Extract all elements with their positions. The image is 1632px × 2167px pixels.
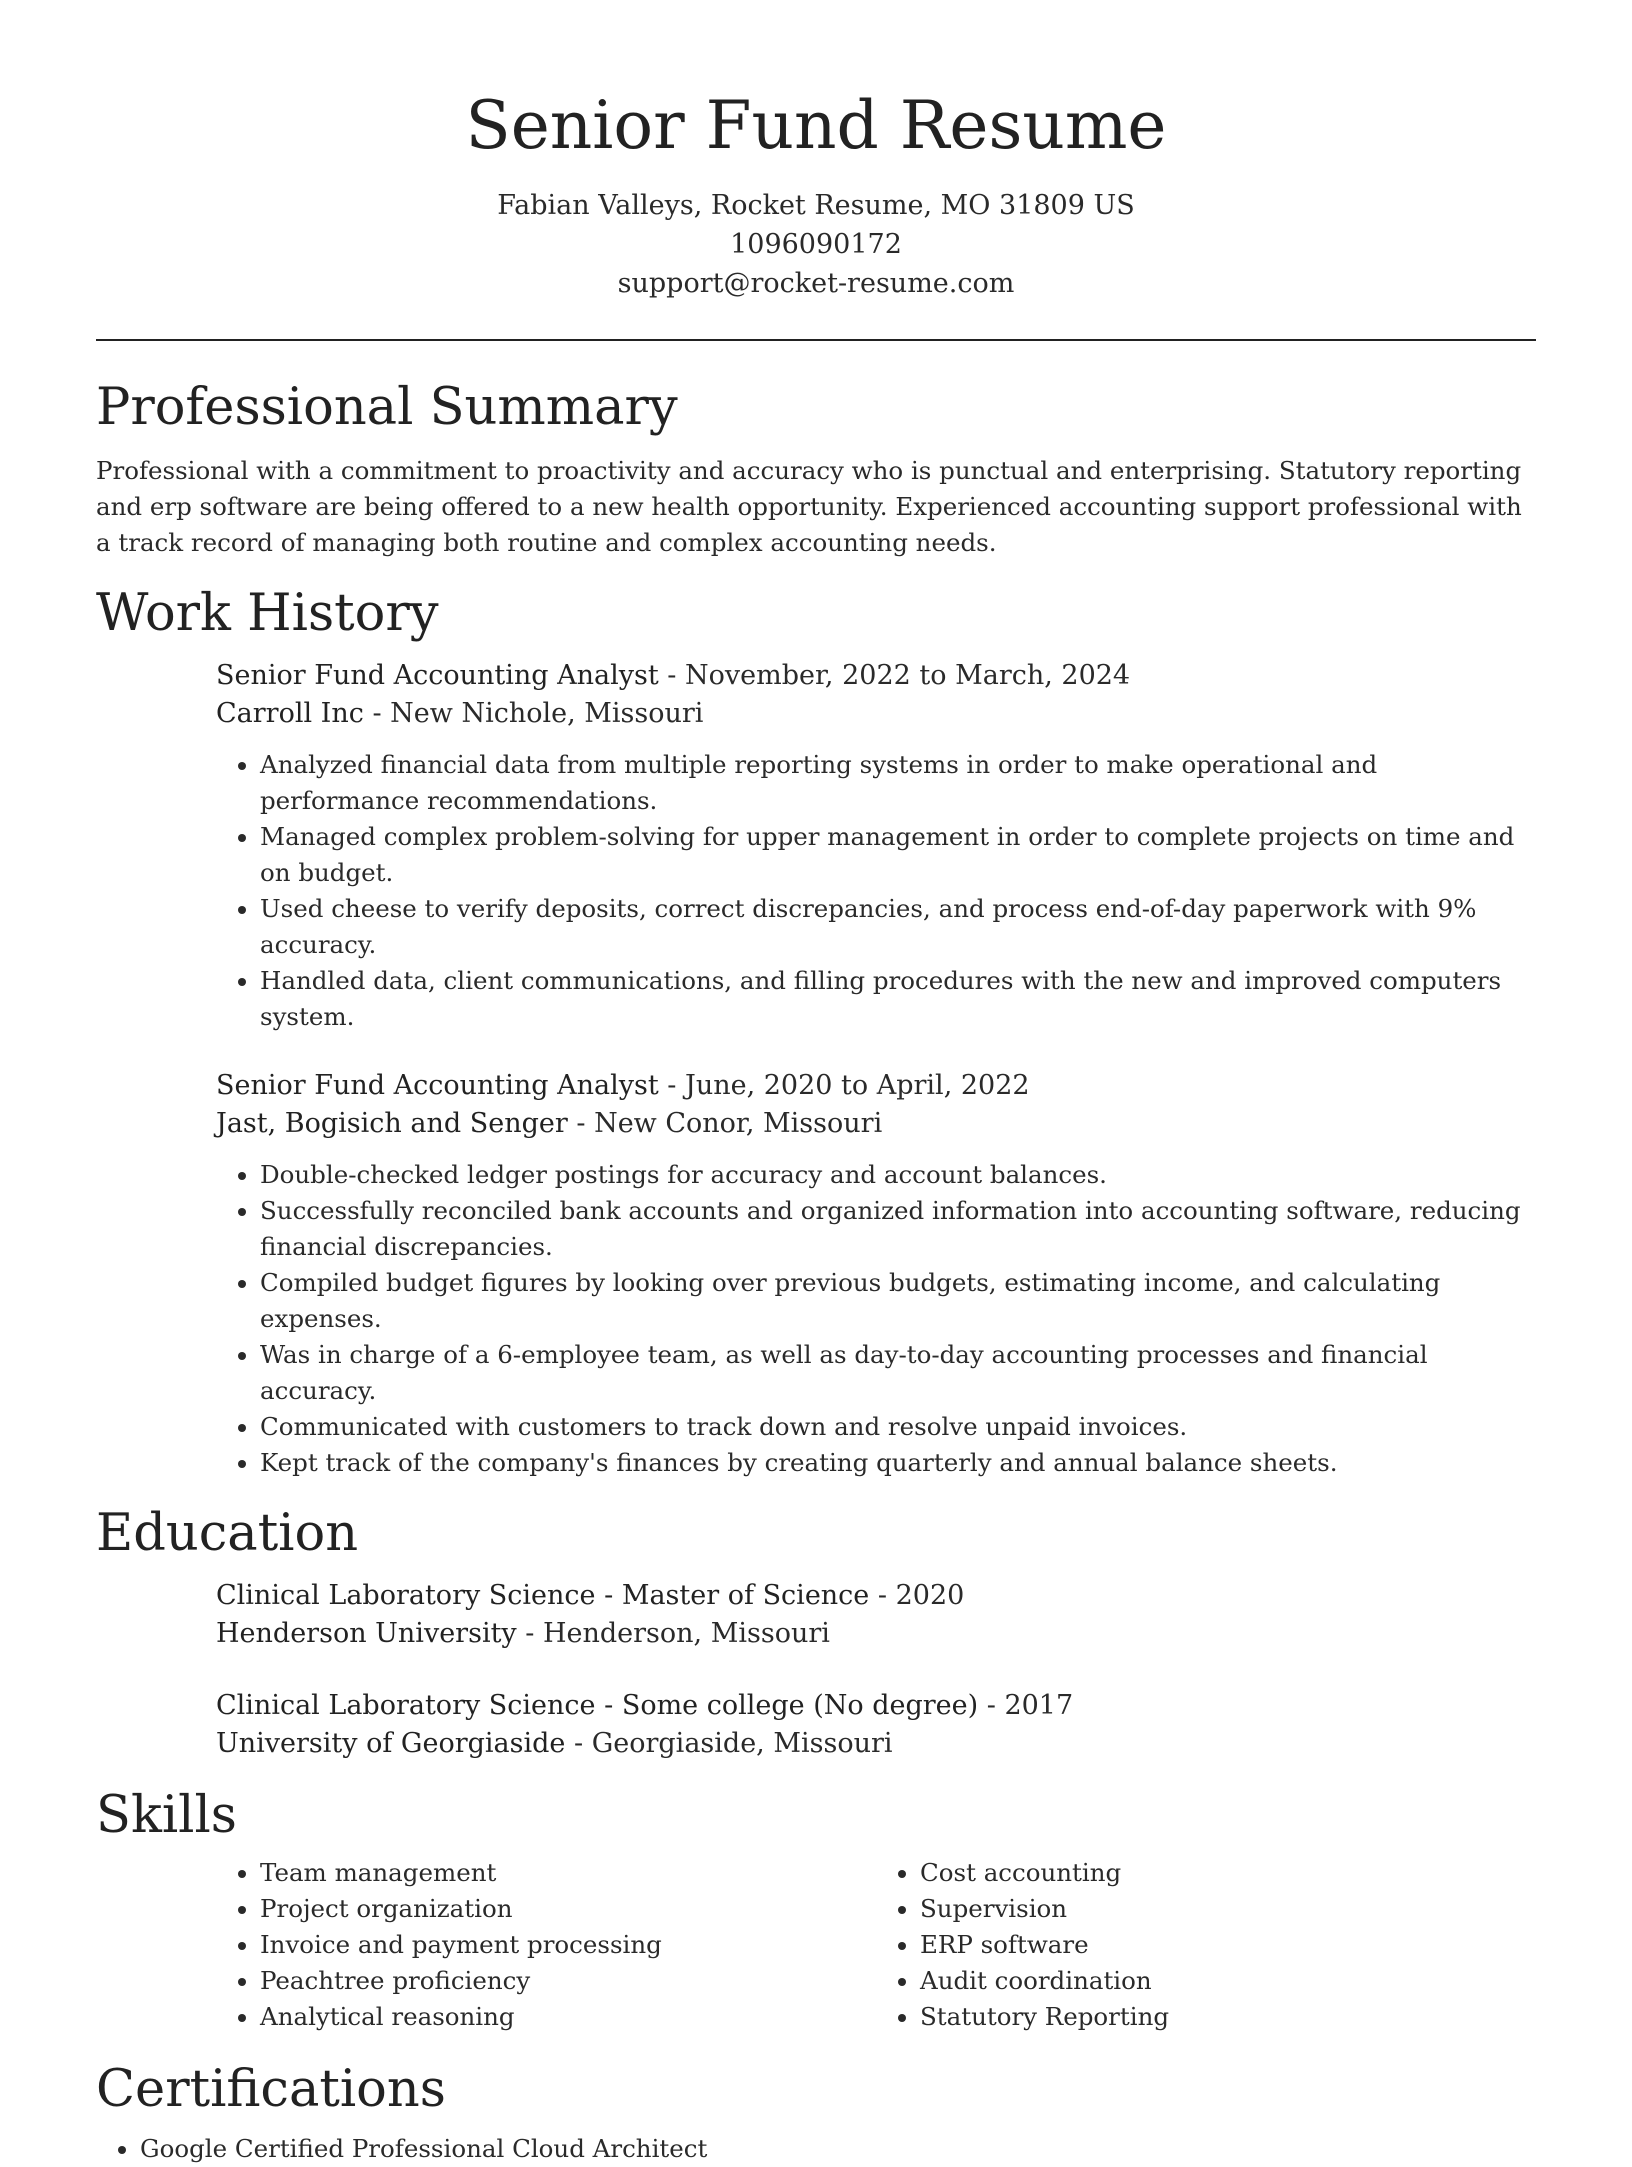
education-degree-line	[216, 1577, 1536, 1615]
job-role: Senior Fund Accounting Analyst	[216, 1070, 659, 1101]
skill-item: • Analytical reasoning	[260, 1999, 876, 2035]
summary-heading: Professional Summary	[96, 378, 678, 437]
contact-address: Fabian Valleys, Rocket Resume, MO 31809 US	[497, 190, 1135, 221]
job-location: - New Conor, Missouri	[567, 1108, 883, 1139]
resume-title: Senior Fund Resume	[465, 87, 1167, 164]
job-bullet: • Handled data, client communications, and filling procedures with the new and improved computers system.	[260, 963, 1536, 1035]
skills-list-right	[876, 1855, 1536, 2035]
education-location: - Georgiaside, Missouri	[565, 1728, 893, 1759]
education-school-line	[216, 1725, 1536, 1763]
skill-item: • Supervision	[920, 1891, 1536, 1927]
skill-item: • Cost accounting	[920, 1855, 1536, 1891]
certifications-section	[96, 2059, 1536, 2167]
education-year: - 2017	[978, 1690, 1074, 1721]
education-degree-line	[216, 1687, 1536, 1725]
job-bullet: • Communicated with customers to track down and resolve unpaid invoices.	[260, 1409, 1536, 1445]
summary-text: Professional with a commitment to proactivity and accuracy who is punctual and enterprising. Statutory reporting and erp software are being offered to a new health opportunity. Experienced accounting support professional with a track record of managing both routine and complex accounting needs.	[96, 456, 1522, 557]
job-bullet: • Managed complex problem-solving for upper management in order to complete projects on time and on budget.	[260, 819, 1536, 891]
job-bullet: • Successfully reconciled bank accounts and organized information into accounting software, reducing financial discrepancies.	[260, 1193, 1536, 1265]
contact-block	[96, 186, 1536, 303]
skills-columns	[216, 1855, 1536, 2035]
skill-item: • Peachtree proficiency	[260, 1963, 876, 1999]
job-dates: - November, 2022 to March, 2024	[658, 660, 1131, 691]
job-company-line	[216, 1105, 1536, 1143]
job-entry	[216, 657, 1536, 1035]
contact-email: support@rocket-resume.com	[617, 268, 1015, 299]
job-bullets	[216, 747, 1536, 1035]
education-heading: Education	[96, 1504, 359, 1563]
job-bullet: • Kept track of the company's finances by creating quarterly and annual balance sheets.	[260, 1445, 1536, 1481]
skills-section	[96, 1785, 1536, 2035]
job-bullet: • Double-checked ledger postings for accuracy and account balances.	[260, 1157, 1536, 1193]
education-entry	[216, 1577, 1536, 1653]
education-school: Henderson University	[216, 1618, 517, 1649]
skills-heading: Skills	[96, 1786, 237, 1845]
job-title-line	[216, 1067, 1536, 1105]
certification-item: • Google Certified Professional Cloud Architect	[140, 2131, 1536, 2167]
resume-header	[96, 0, 1536, 303]
education-school: University of Georgiaside	[216, 1728, 566, 1759]
skill-item: • Invoice and payment processing	[260, 1927, 876, 1963]
job-bullets	[216, 1157, 1536, 1481]
job-dates: - June, 2020 to April, 2022	[658, 1070, 1030, 1101]
education-degree: Clinical Laboratory Science - Some college (No degree)	[216, 1690, 979, 1721]
summary-section	[96, 377, 1536, 561]
education-entry	[216, 1687, 1536, 1763]
job-company: Jast, Bogisich and Senger	[216, 1108, 568, 1139]
skill-item: • Team management	[260, 1855, 876, 1891]
skill-item: • Project organization	[260, 1891, 876, 1927]
skill-item: • Audit coordination	[920, 1963, 1536, 1999]
job-title-line	[216, 657, 1536, 695]
education-year: - 2020	[869, 1580, 965, 1611]
job-company: Carroll Inc	[216, 698, 364, 729]
education-location: - Henderson, Missouri	[516, 1618, 830, 1649]
work-heading: Work History	[96, 584, 439, 643]
certifications-list	[96, 2131, 1536, 2167]
job-bullet: • Compiled budget figures by looking over previous budgets, estimating income, and calculating expenses.	[260, 1265, 1536, 1337]
job-company-line	[216, 695, 1536, 733]
skill-item: • Statutory Reporting	[920, 1999, 1536, 2035]
job-location: - New Nichole, Missouri	[363, 698, 704, 729]
job-role: Senior Fund Accounting Analyst	[216, 660, 659, 691]
job-bullet: • Analyzed financial data from multiple reporting systems in order to make operational and performance recommendations.	[260, 747, 1536, 819]
education-school-line	[216, 1615, 1536, 1653]
skills-list-left	[216, 1855, 876, 2035]
work-section	[96, 583, 1536, 1481]
education-section	[96, 1503, 1536, 1763]
job-entry	[216, 1067, 1536, 1481]
job-bullet: • Was in charge of a 6-employee team, as well as day-to-day accounting processes and financial accuracy.	[260, 1337, 1536, 1409]
contact-phone: 1096090172	[730, 229, 902, 260]
skill-item: • ERP software	[920, 1927, 1536, 1963]
header-divider	[96, 339, 1536, 341]
education-degree: Clinical Laboratory Science - Master of Science	[216, 1580, 870, 1611]
resume-page	[96, 0, 1536, 2167]
certifications-heading: Certifications	[96, 2060, 446, 2119]
job-bullet: • Used cheese to verify deposits, correct discrepancies, and process end-of-day paperwork with 9% accuracy.	[260, 891, 1536, 963]
